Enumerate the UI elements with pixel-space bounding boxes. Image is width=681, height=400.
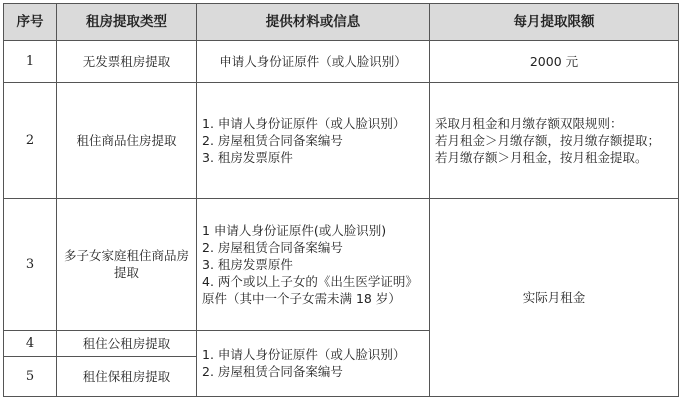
- row-materials: [197, 330, 430, 396]
- table-row: [4, 198, 679, 330]
- row-materials: [197, 198, 430, 330]
- header-type: 租房提取类型: [57, 4, 197, 41]
- row-type: 租住保租房提取: [57, 357, 197, 397]
- table-row: [4, 82, 679, 198]
- limit-line: 2000 元: [529, 53, 579, 69]
- row-limit: [430, 198, 679, 396]
- row-limit: [430, 41, 679, 83]
- row-materials: [197, 82, 430, 198]
- row-type: 租住公租房提取: [57, 330, 197, 356]
- row-type: 租住商品住房提取: [57, 82, 197, 198]
- header-no: 序号: [4, 4, 57, 41]
- table-container: [3, 3, 678, 397]
- limit-line: 若月租金＞月缴存额，按月缴存额提取；: [435, 132, 661, 148]
- row-no: 4: [4, 330, 57, 356]
- material-line: 1 申请人身份证原件(或人脸识别): [202, 222, 387, 238]
- material-line: 3. 租房发票原件: [202, 149, 293, 165]
- limit-line: 若月缴存额＞月租金，按月租金提取。: [435, 149, 648, 165]
- material-line: 1. 申请人身份证原件（或人脸识别）: [202, 347, 406, 363]
- row-no: 1: [4, 41, 57, 83]
- row-type: 多子女家庭租住商品房提取: [57, 198, 197, 330]
- header-limit: 每月提取限额: [430, 4, 679, 41]
- material-line: 申请人身份证原件（或人脸识别）: [219, 53, 407, 69]
- row-limit: [430, 82, 679, 198]
- limit-line: 采取月租金和月缴存额双限规则：: [435, 115, 623, 131]
- header-materials: 提供材料或信息: [197, 4, 430, 41]
- material-line: 3. 租房发票原件: [202, 256, 293, 272]
- table-row: [4, 41, 679, 83]
- row-no: 3: [4, 198, 57, 330]
- rent-withdrawal-table: [3, 3, 679, 397]
- material-line: 2. 房屋租赁合同备案编号: [202, 239, 343, 255]
- material-line: 1. 申请人身份证原件（或人脸识别）: [202, 115, 406, 131]
- row-type: 无发票租房提取: [57, 41, 197, 83]
- row-no: 2: [4, 82, 57, 198]
- material-line: 2. 房屋租赁合同备案编号: [202, 364, 343, 380]
- material-line: 2. 房屋租赁合同备案编号: [202, 132, 343, 148]
- material-line: 4. 两个或以上子女的《出生医学证明》原件（其中一个子女需未满 18 岁）: [202, 273, 418, 306]
- row-no: 5: [4, 357, 57, 397]
- limit-line: 实际月租金: [522, 289, 586, 305]
- row-materials: [197, 41, 430, 83]
- header-row: [4, 4, 679, 41]
